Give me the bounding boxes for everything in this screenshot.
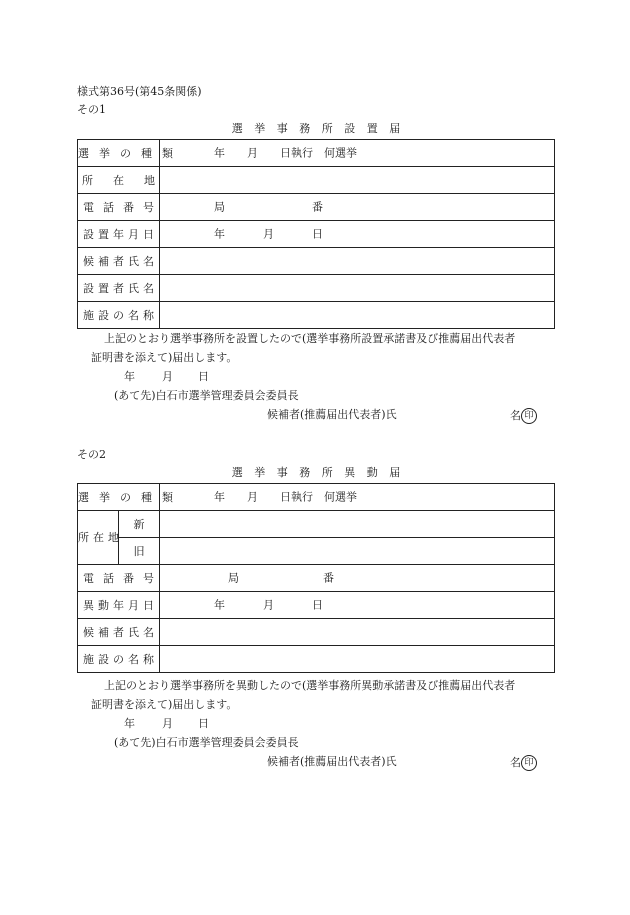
installer-name-field[interactable] (160, 275, 555, 302)
label-change-date: 異動年月日 (78, 592, 160, 619)
part1-date-month: 月 (162, 370, 173, 383)
table-row (78, 167, 555, 194)
phone-station: 局 (214, 200, 225, 214)
change-date-year: 年 (214, 598, 225, 612)
part1-statement-line1: 上記のとおり選挙事務所を設置したので(選挙事務所設置承諾書及び推薦届出代表者 (104, 332, 516, 345)
table-row (78, 221, 555, 248)
label-facility-name: 施設の名称 (78, 302, 160, 329)
change-date-day: 日 (312, 598, 323, 612)
setup-date-day: 日 (312, 227, 323, 241)
table-row (78, 248, 555, 275)
part1-signature[interactable] (510, 408, 537, 424)
label-installer-name: 設置者氏名 (78, 275, 160, 302)
part1-statement-line2: 証明書を添えて)届出します。 (91, 351, 238, 364)
part2-name-label: 名 (510, 756, 521, 769)
seal-icon: 印 (521, 755, 537, 771)
label-election-type: 選挙の種類 (78, 140, 160, 167)
table-row (78, 302, 555, 329)
label-location: 所在地 (78, 167, 160, 194)
label-phone: 電話番号 (78, 565, 160, 592)
label-location-old: 旧 (119, 538, 160, 565)
table-row (78, 275, 555, 302)
part2-statement-line2: 証明書を添えて)届出します。 (91, 698, 238, 711)
table-row (78, 484, 555, 511)
table-row (78, 592, 555, 619)
phone-number: 番 (323, 571, 334, 585)
facility-name-field[interactable] (160, 302, 555, 329)
table-row (78, 619, 555, 646)
facility-name-field[interactable] (160, 646, 555, 673)
setup-date-year: 年 (214, 227, 225, 241)
table-row (78, 646, 555, 673)
form-number: 様式第36号(第45条関係) (77, 85, 202, 98)
election-type-field[interactable] (160, 140, 555, 167)
part2-table (77, 483, 555, 673)
election-type-value: 年 月 日執行 何選挙 (214, 490, 357, 504)
setup-date-month: 月 (263, 227, 274, 241)
election-type-value: 年 月 日執行 何選挙 (214, 146, 357, 160)
change-date-field[interactable] (160, 592, 555, 619)
table-row (78, 538, 555, 565)
part1-name-label: 名 (510, 409, 521, 422)
candidate-name-field[interactable] (160, 248, 555, 275)
phone-field[interactable] (160, 194, 555, 221)
location-field[interactable] (160, 167, 555, 194)
phone-number: 番 (312, 200, 323, 214)
new-location-field[interactable] (160, 511, 555, 538)
label-facility-name: 施設の名称 (78, 646, 160, 673)
part1-signer: 候補者(推薦届出代表者)氏 (267, 408, 397, 421)
candidate-name-field[interactable] (160, 619, 555, 646)
part2-date-year: 年 (124, 717, 135, 730)
phone-field[interactable] (160, 565, 555, 592)
label-candidate-name: 候補者氏名 (78, 248, 160, 275)
label-location-new: 新 (119, 511, 160, 538)
part1-date-day: 日 (198, 370, 209, 383)
part1-date-year: 年 (124, 370, 135, 383)
table-row (78, 565, 555, 592)
change-date-month: 月 (263, 598, 274, 612)
part2-title: 選 挙 事 務 所 異 動 届 (231, 466, 401, 479)
label-location: 所在地 (78, 511, 119, 565)
table-row (78, 140, 555, 167)
part1-table (77, 139, 555, 329)
part1-title: 選 挙 事 務 所 設 置 届 (231, 122, 401, 135)
table-row (78, 194, 555, 221)
part2-signer: 候補者(推薦届出代表者)氏 (267, 755, 397, 768)
part2-signature[interactable] (510, 755, 537, 771)
label-election-type: 選挙の種類 (78, 484, 160, 511)
setup-date-field[interactable] (160, 221, 555, 248)
part2-addressee: (あて先)白石市選挙管理委員会委員長 (114, 736, 299, 749)
seal-icon: 印 (521, 408, 537, 424)
election-type-field[interactable] (160, 484, 555, 511)
label-setup-date: 設置年月日 (78, 221, 160, 248)
part2-heading: その2 (77, 448, 106, 461)
label-candidate-name: 候補者氏名 (78, 619, 160, 646)
old-location-field[interactable] (160, 538, 555, 565)
table-row (78, 511, 555, 538)
part2-statement-line1: 上記のとおり選挙事務所を異動したので(選挙事務所異動承諾書及び推薦届出代表者 (104, 679, 516, 692)
part1-heading: その1 (77, 103, 106, 116)
label-phone: 電話番号 (78, 194, 160, 221)
part1-addressee: (あて先)白石市選挙管理委員会委員長 (114, 389, 299, 402)
part2-date-month: 月 (162, 717, 173, 730)
phone-station: 局 (228, 571, 239, 585)
part2-date-day: 日 (198, 717, 209, 730)
